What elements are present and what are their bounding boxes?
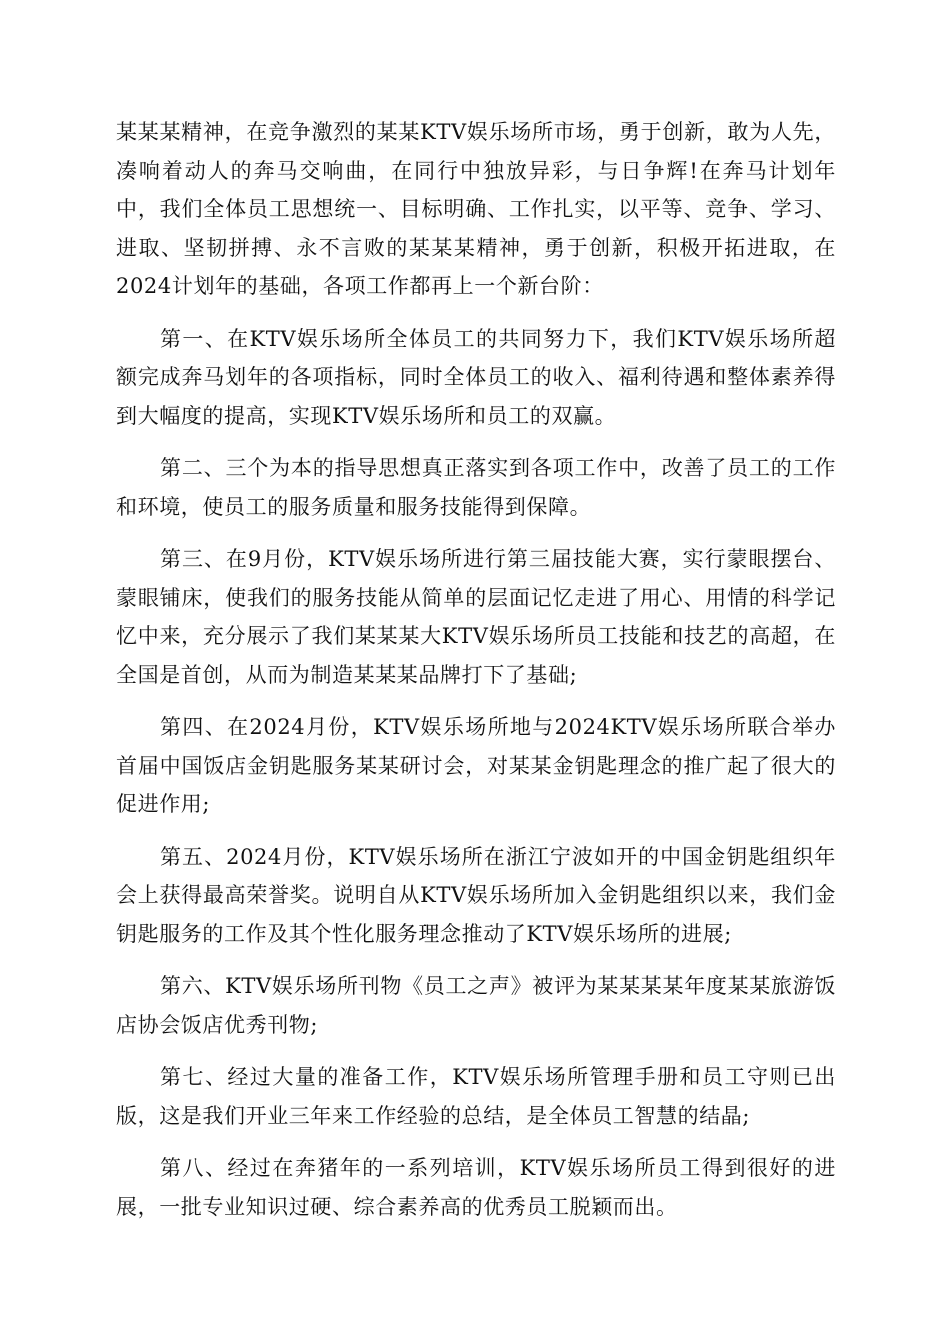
paragraph-item-4: 第四、在2024月份，KTV娱乐场所地与2024KTV娱乐场所联合举办首届中国饭店金钥匙服务某某研讨会，对某某金钥匙理念的推广起了很大的促进作用; <box>116 715 836 816</box>
paragraph-item-2: 第二、三个为本的指导思想真正落实到各项工作中，改善了员工的工作和环境，使员工的服务质量和服务技能得到保障。 <box>116 456 836 519</box>
document-body <box>116 113 836 1240</box>
paragraph-item-1: 第一、在KTV娱乐场所全体员工的共同努力下，我们KTV娱乐场所超额完成奔马划年的各项指标，同时全体员工的收入、福利待遇和整体素养得到大幅度的提高，实现KTV娱乐场所和员工的双赢。 <box>116 326 836 428</box>
paragraph-intro: 某某某精神，在竞争激烈的某某KTV娱乐场所市场，勇于创新，敢为人先，凑响着动人的奔马交响曲，在同行中独放异彩，与日争辉!在奔马计划年中，我们全体员工思想统一、目标明确、工作扎实，以平等、竞争、学习、进取、坚韧拼搏、永不言败的某某某精神，勇于创新，积极开拓进取，在2024计划年的基础，各项工作都再上一个新台阶： <box>116 120 836 298</box>
paragraph-item-7: 第七、经过大量的准备工作，KTV娱乐场所管理手册和员工守则已出版，这是我们开业三年来工作经验的总结，是全体员工智慧的结晶; <box>116 1065 836 1128</box>
paragraph-item-8: 第八、经过在奔猪年的一系列培训，KTV娱乐场所员工得到很好的进展，一批专业知识过硬、综合素养高的优秀员工脱颖而出。 <box>116 1156 836 1219</box>
paragraph-item-3: 第三、在9月份，KTV娱乐场所进行第三届技能大赛，实行蒙眼摆台、蒙眼铺床，使我们的服务技能从简单的层面记忆走进了用心、用情的科学记忆中来，充分展示了我们某某某大KTV娱乐场所员工技能和技艺的高超，在全国是首创，从而为制造某某某品牌打下了基础; <box>116 547 836 687</box>
paragraph-item-6: 第六、KTV娱乐场所刊物《员工之声》被评为某某某某年度某某旅游饭店协会饭店优秀刊物; <box>116 974 836 1037</box>
paragraph-item-5: 第五、2024月份，KTV娱乐场所在浙江宁波如开的中国金钥匙组织年会上获得最高荣誉奖。说明自从KTV娱乐场所加入金钥匙组织以来，我们金钥匙服务的工作及其个性化服务理念推动了KTV娱乐场所的进展; <box>116 844 836 946</box>
